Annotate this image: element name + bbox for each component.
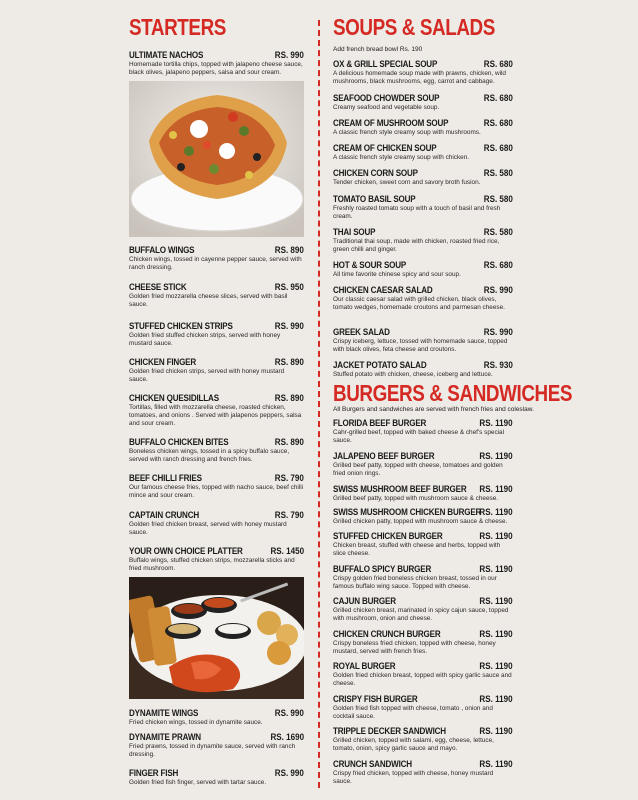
item-price: RS. 680 xyxy=(483,142,513,153)
item-name: DYNAMITE WINGS xyxy=(129,707,199,718)
item-name: TRIPPLE DECKER SANDWICH xyxy=(333,725,446,736)
menu-item xyxy=(333,284,513,312)
item-description: Golden fried fish finger, served with tartar sauce. xyxy=(129,779,267,786)
menu-item xyxy=(129,49,304,77)
item-description: Chicken wings, tossed in cayenne pepper sauce, served with ranch dressing. xyxy=(129,256,302,271)
item-name: ROYAL BURGER xyxy=(333,660,396,671)
item-name: STUFFED CHICKEN STRIPS xyxy=(129,320,233,331)
item-price: RS. 580 xyxy=(483,226,513,237)
item-price: RS. 1190 xyxy=(479,506,513,517)
item-price: RS. 890 xyxy=(274,244,304,255)
item-name: CREAM OF CHICKEN SOUP xyxy=(333,142,437,153)
item-name: JALAPENO BEEF BURGER xyxy=(333,450,435,461)
soups-subtitle: Add french bread bowl Rs. 190 xyxy=(333,46,423,53)
item-name: GREEK SALAD xyxy=(333,326,390,337)
item-price: RS. 680 xyxy=(483,92,513,103)
item-price: RS. 1450 xyxy=(270,545,304,556)
item-name: BUFFALO CHICKEN BITES xyxy=(129,436,229,447)
menu-item xyxy=(333,483,513,503)
item-price: RS. 1690 xyxy=(270,731,304,742)
item-description: Our famous cheese fries, topped with nacho sauce, beef chilli mince and sour cream. xyxy=(129,484,304,499)
starters-title: STARTERS xyxy=(129,14,226,40)
item-price: RS. 1190 xyxy=(479,725,513,736)
item-name: SWISS MUSHROOM BEEF BURGER xyxy=(333,483,467,494)
menu-item xyxy=(129,707,304,727)
item-description: Cahr-grilled beef, topped with baked cheese & chef's special sauce. xyxy=(333,429,505,444)
item-price: RS. 1190 xyxy=(479,693,513,704)
menu-item xyxy=(333,117,513,137)
menu-item xyxy=(333,506,513,526)
item-description: Fried prawns, tossed in dynamite sauce, served with ranch dressing. xyxy=(129,743,296,758)
item-price: RS. 790 xyxy=(274,472,304,483)
item-description: A classic french style creamy soup with mushrooms. xyxy=(333,129,481,136)
burgers-subtitle: All Burgers and sandwiches are served with french fries and coleslaw. xyxy=(333,406,534,413)
item-description: Grilled chicken, topped with salami, egg, cheese, lettuce, tomato, onion, spicy garlic sauce and mayo. xyxy=(333,737,494,752)
menu-item xyxy=(129,392,304,428)
menu-item xyxy=(129,545,304,573)
item-price: RS. 990 xyxy=(274,767,304,778)
item-description: Tortillas, filled with mozzarella cheese, roasted chicken, tomatoes, and onions . Served with jalapenos peppers, salsa and sour cream. xyxy=(129,404,302,427)
item-name: HOT & SOUR SOUP xyxy=(333,259,407,270)
item-price: RS. 1190 xyxy=(479,530,513,541)
menu-item xyxy=(333,417,513,445)
menu-item xyxy=(333,226,513,254)
menu-item xyxy=(129,356,304,384)
item-price: RS. 680 xyxy=(483,58,513,69)
item-name: CHICKEN CRUNCH BURGER xyxy=(333,628,441,639)
item-name: THAI SOUP xyxy=(333,226,376,237)
item-description: Traditional thai soup, made with chicken, roasted fried rice, green chilli and ginger. xyxy=(333,238,500,253)
item-price: RS. 890 xyxy=(274,436,304,447)
menu-item xyxy=(333,628,513,656)
item-price: RS. 930 xyxy=(483,359,513,370)
item-price: RS. 990 xyxy=(483,284,513,295)
item-description: Stuffed potato with chicken, cheese, iceberg and lettuce. xyxy=(333,371,493,378)
item-description: Golden fried chicken breast, topped with spicy garlic sauce and cheese. xyxy=(333,672,512,687)
item-name: STUFFED CHICKEN BURGER xyxy=(333,530,443,541)
menu-item xyxy=(129,472,304,500)
menu-item xyxy=(333,193,513,221)
item-description: Homemade tortilla chips, topped with jalapeno cheese sauce, black olives, jalapeno peppers, salsa and sour cream. xyxy=(129,61,303,76)
menu-item xyxy=(333,530,513,558)
item-description: Grilled chicken patty, topped with mushroom sauce & cheese. xyxy=(333,518,508,525)
item-price: RS. 1190 xyxy=(479,417,513,428)
item-description: Tender chicken, sweet corn and savory broth fusion. xyxy=(333,179,481,186)
item-price: RS. 1190 xyxy=(479,660,513,671)
item-name: FINGER FISH xyxy=(129,767,179,778)
menu-item xyxy=(129,244,304,272)
item-name: TOMATO BASIL SOUP xyxy=(333,193,416,204)
item-price: RS. 890 xyxy=(274,392,304,403)
soups-title: SOUPS & SALADS xyxy=(333,14,495,40)
item-description: Grilled beef patty, topped with mushroom sauce & cheese. xyxy=(333,495,499,502)
item-description: Boneless chicken wings, tossed in a spicy buffalo sauce, served with ranch dressing and french fries. xyxy=(129,448,290,463)
item-description: Golden fried mozzarella cheese slices, served with basil sauce. xyxy=(129,293,288,308)
menu-item xyxy=(333,142,513,162)
item-description: Grilled chicken breast, marinated in spicy cajun sauce, topped with mushroom, onion and cheese. xyxy=(333,607,509,622)
menu-item xyxy=(129,731,304,759)
item-description: Crispy golden fried boneless chicken breast, tossed in our famous buffalo wing sauce. Topped with cheese. xyxy=(333,575,497,590)
item-name: CHICKEN CAESAR SALAD xyxy=(333,284,433,295)
item-description: Creamy seafood and vegetable soup. xyxy=(333,104,440,111)
item-description: Buffalo wings, stuffed chicken strips, mozzarella sticks and fried mushroom. xyxy=(129,557,295,572)
item-price: RS. 990 xyxy=(274,707,304,718)
menu-item xyxy=(333,595,513,623)
menu-item xyxy=(333,167,513,187)
menu-item xyxy=(333,660,513,688)
item-description: All time favorite chinese spicy and sour soup. xyxy=(333,271,461,278)
item-price: RS. 950 xyxy=(274,281,304,292)
menu-item xyxy=(129,320,304,348)
item-name: CHICKEN QUESIDILLAS xyxy=(129,392,219,403)
item-name: OX & GRILL SPECIAL SOUP xyxy=(333,58,438,69)
item-price: RS. 1190 xyxy=(479,563,513,574)
item-description: Golden fried chicken breast, served with honey mustard sauce. xyxy=(129,521,287,536)
item-description: Golden fried stuffed chicken strips, served with honey mustard sauce. xyxy=(129,332,281,347)
menu-item xyxy=(333,92,513,112)
menu-item xyxy=(129,281,304,309)
item-price: RS. 580 xyxy=(483,193,513,204)
item-name: SWISS MUSHROOM CHICKEN BURGER xyxy=(333,506,482,517)
item-description: Our classic caesar salad with grilled chicken, black olives, tomato wedges, homemade croutons and parmesan cheese. xyxy=(333,296,505,311)
item-price: RS. 680 xyxy=(483,117,513,128)
item-description: Freshly roasted tomato soup with a touch of basil and fresh cream. xyxy=(333,205,501,220)
item-name: CAJUN BURGER xyxy=(333,595,396,606)
item-name: CRISPY FISH BURGER xyxy=(333,693,418,704)
menu-item xyxy=(129,436,304,464)
item-price: RS. 1190 xyxy=(479,483,513,494)
menu-item xyxy=(333,725,513,753)
item-description: Crispy fried chicken, topped with cheese, honey mustard sauce. xyxy=(333,770,494,785)
item-price: RS. 1190 xyxy=(479,758,513,769)
item-description: Crispy boneless fried chicken, topped with cheese, honey mustard, served with french fries. xyxy=(333,640,496,655)
menu-item xyxy=(333,58,513,86)
item-price: RS. 890 xyxy=(274,356,304,367)
item-name: JACKET POTATO SALAD xyxy=(333,359,427,370)
menu-item xyxy=(129,509,304,537)
menu-item xyxy=(333,259,513,279)
item-description: Golden fried fish topped with cheese, tomato , onion and cocktail sauce. xyxy=(333,705,493,720)
item-description: Crispy iceberg, lettuce, tossed with homemade sauce, topped with black olives, feta cheese and croutons. xyxy=(333,338,508,353)
nachos-photo xyxy=(129,81,304,237)
item-price: RS. 1190 xyxy=(479,450,513,461)
item-name: SEAFOOD CHOWDER SOUP xyxy=(333,92,440,103)
item-name: CHEESE STICK xyxy=(129,281,187,292)
menu-item xyxy=(333,693,513,721)
item-price: RS. 790 xyxy=(274,509,304,520)
menu-item xyxy=(129,767,304,787)
item-name: CHICKEN CORN SOUP xyxy=(333,167,418,178)
item-name: BEEF CHILLI FRIES xyxy=(129,472,202,483)
item-description: A classic french style creamy soup with chicken. xyxy=(333,154,470,161)
item-price: RS. 990 xyxy=(274,320,304,331)
item-name: FLORIDA BEEF BURGER xyxy=(333,417,427,428)
item-price: RS. 680 xyxy=(483,259,513,270)
item-name: YOUR OWN CHOICE PLATTER xyxy=(129,545,243,556)
burgers-title: BURGERS & SANDWICHES xyxy=(333,380,573,406)
item-price: RS. 580 xyxy=(483,167,513,178)
item-name: BUFFALO WINGS xyxy=(129,244,195,255)
item-name: ULTIMATE NACHOS xyxy=(129,49,204,60)
item-price: RS. 1190 xyxy=(479,595,513,606)
item-name: CHICKEN FINGER xyxy=(129,356,197,367)
item-price: RS. 1190 xyxy=(479,628,513,639)
item-description: Fried chicken wings, tossed in dynamite sauce. xyxy=(129,719,263,726)
item-description: Golden fried chicken strips, served with honey mustard sauce. xyxy=(129,368,285,383)
menu-item xyxy=(333,326,513,354)
item-name: CRUNCH SANDWICH xyxy=(333,758,412,769)
item-name: CREAM OF MUSHROOM SOUP xyxy=(333,117,449,128)
item-name: CAPTAIN CRUNCH xyxy=(129,509,200,520)
item-price: RS. 990 xyxy=(483,326,513,337)
item-description: A delicious homemade soup made with prawns, chicken, wild mushrooms, black mushrooms, egg, carrot and cabbage. xyxy=(333,70,506,85)
column-divider xyxy=(318,20,320,788)
menu-item xyxy=(333,758,513,786)
menu-item xyxy=(333,563,513,591)
menu-item xyxy=(333,450,513,478)
item-name: BUFFALO SPICY BURGER xyxy=(333,563,432,574)
item-name: DYNAMITE PRAWN xyxy=(129,731,201,742)
menu-item xyxy=(333,359,513,379)
item-price: RS. 990 xyxy=(274,49,304,60)
item-description: Chicken breast, stuffed with cheese and herbs, topped with slice cheese. xyxy=(333,542,501,557)
item-description: Grilled beef patty, topped with cheese, tomatoes and golden fried onion rings. xyxy=(333,462,503,477)
platter-photo xyxy=(129,577,304,699)
